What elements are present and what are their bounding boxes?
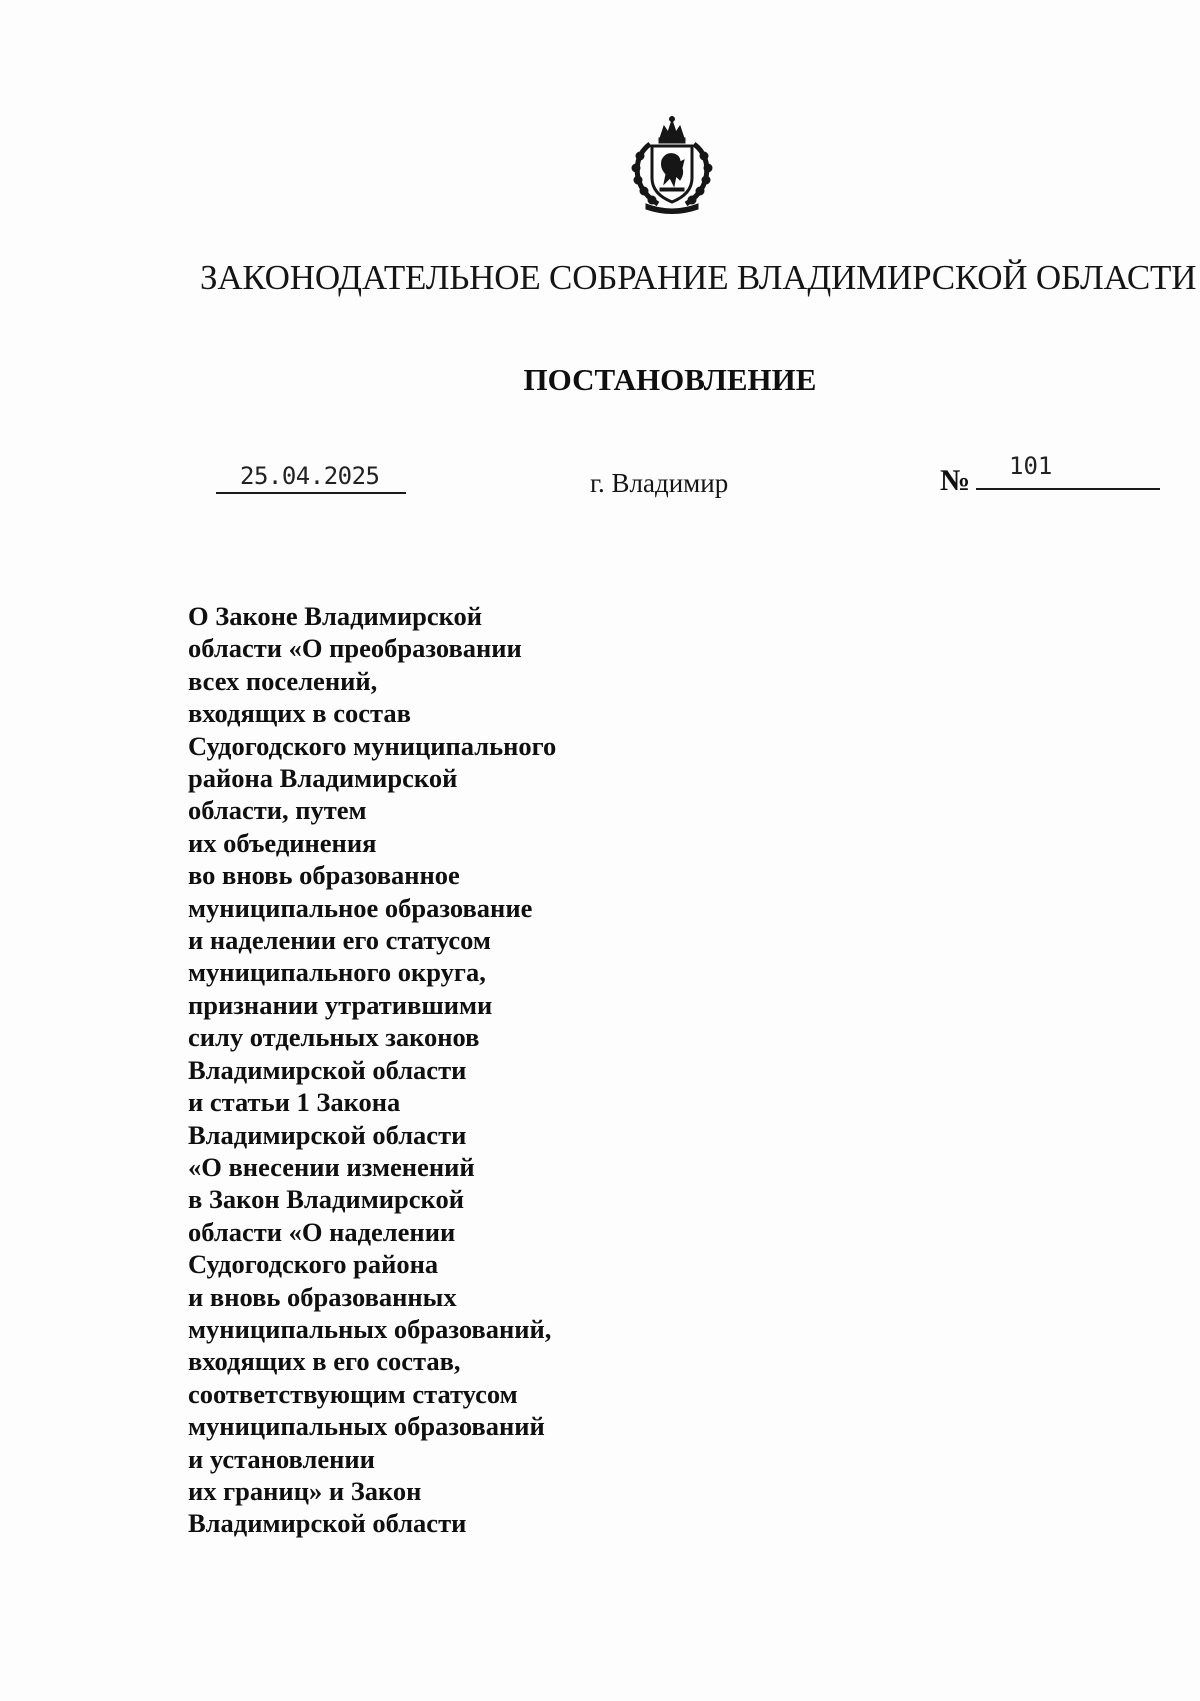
subject-line: муниципального округа, [188,957,486,988]
organization-title: ЗАКОНОДАТЕЛЬНОЕ СОБРАНИЕ ВЛАДИМИРСКОЙ ОБЛАСТИ [200,258,1197,297]
document-type-heading: ПОСТАНОВЛЕНИЕ [523,362,817,397]
coat-of-arms-icon [624,116,720,214]
number-field [976,454,1160,490]
document-subject [188,600,708,1540]
subject-line: и наделении его статусом [188,925,491,956]
subject-line: и вновь образованных [188,1281,457,1312]
subject-line: области «О наделении [188,1216,456,1247]
subject-line: Судогодского района [188,1249,439,1280]
subject-line: «О внесении изменений [188,1151,475,1182]
city-label: г. Владимир [590,468,729,498]
number-sign-label: № [940,464,971,497]
subject-line: Владимирской области [188,1508,467,1539]
subject-line: муниципальных образований [188,1411,545,1442]
subject-line: Владимирской области [188,1054,467,1085]
subject-line: их объединения [188,827,377,858]
subject-line: признании утратившими [188,989,493,1020]
subject-line: всех поселений, [188,665,378,696]
subject-line: соответствующим статусом [188,1378,518,1409]
subject-line: области, путем [188,795,367,826]
document-date: 25.04.2025 [240,462,380,490]
subject-line: во вновь образованное [188,860,460,891]
subject-line: входящих в его состав, [188,1346,461,1377]
subject-line: муниципальное образование [188,892,533,923]
subject-line: силу отдельных законов [188,1022,480,1053]
subject-line: Судогодского муниципального [188,730,557,761]
date-field [216,458,406,494]
subject-line: О Законе Владимирской [188,601,483,631]
document-number: 101 [1009,452,1053,480]
subject-line: Владимирской области [188,1119,467,1150]
subject-line: входящих в состав [188,698,411,729]
subject-line: муниципальных образований, [188,1313,552,1344]
subject-line: области «О преобразовании [188,633,522,664]
subject-line: их границ» и Закон [188,1475,422,1506]
subject-line: и установлении [188,1443,375,1474]
subject-line: и статьи 1 Закона [188,1087,401,1118]
subject-line: района Владимирской [188,763,458,794]
subject-line: в Закон Владимирской [188,1184,464,1215]
